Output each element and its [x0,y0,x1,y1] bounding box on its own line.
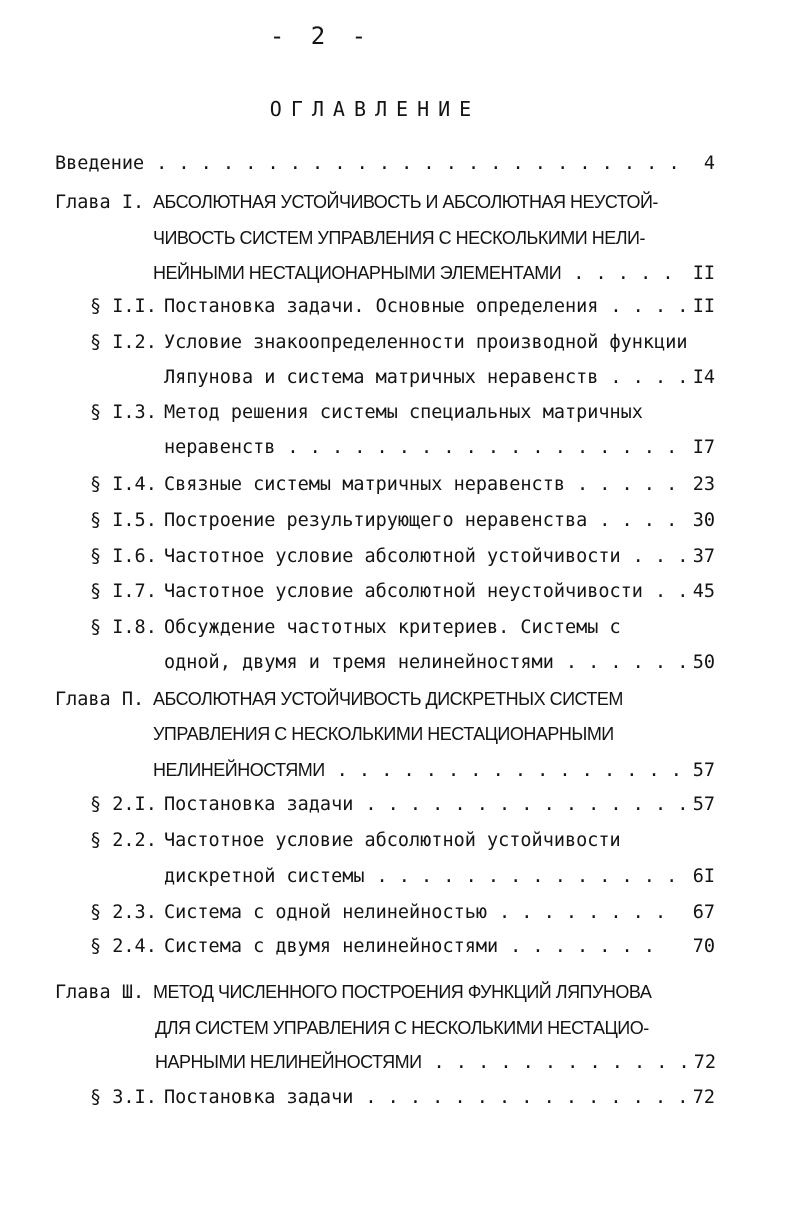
section-number: § I.I. [90,296,157,317]
toc-page-number: 72 [693,1052,716,1073]
toc-section-1-5 [90,506,715,536]
section-title: Постановка задачи [164,1087,354,1108]
toc-section-1-4 [90,470,715,500]
section-number: § 2.I. [90,794,157,815]
toc-page-number: 4 [703,153,715,174]
toc-section-2-1 [90,790,715,820]
section-number: § I.7. [90,581,157,602]
toc-section-2-4 [90,932,715,962]
chapter-prefix: Глава П. [55,689,145,710]
toc-section-3-1 [90,1083,715,1113]
chapter-title-line: ЧИВОСТЬ СИСТЕМ УПРАВЛЕНИЯ С НЕСКОЛЬКИМИ НЕЛИ- [153,228,645,248]
toc-section-1-2-line2 [164,363,715,393]
toc-leader-dots: . . . . . . . . [499,902,667,923]
section-title: Система с двумя нелинейностями [164,936,499,957]
toc-page-number: 67 [692,902,715,923]
section-number: § I.2. [90,332,157,353]
section-title: Постановка задачи [164,794,354,815]
section-title-line: Обсуждение частотных критериев. Системы с [164,617,621,638]
toc-leader-dots: . . . . [599,510,678,531]
toc-chapter-2-line1 [55,684,715,714]
toc-page-number: 70 [692,936,715,957]
chapter-title-line: ДЛЯ СИСТЕМ УПРАВЛЕНИЯ С НЕСКОЛЬКИМИ НЕСТАЦИО- [155,1018,649,1038]
toc-leader-dots: . . . [632,546,689,567]
toc-page-number: 23 [692,474,715,495]
section-title: Частотное условие абсолютной устойчивости [164,546,621,567]
chapter-title-line: НАРНЫМИ НЕЛИНЕЙНОСТЯМИ [155,1052,422,1072]
section-number: § 2.3. [90,902,157,923]
toc-leader-dots: . . . . . . . . . . . . . . [376,866,678,887]
section-title: Система с одной нелинейностью [164,902,488,923]
toc-chapter-1-line3 [153,258,715,288]
toc-section-1-2-line1 [90,328,715,358]
toc-leader-dots: . . . . . . . . . . . . . . . . [336,760,682,781]
toc-chapter-1-line1 [55,187,715,217]
section-number: § 2.2. [90,830,157,851]
toc-entry-intro [55,149,715,179]
toc-entry-text: Введение [55,153,145,174]
toc-chapter-2-line3 [153,755,715,785]
toc-chapter-3-line3 [155,1047,715,1077]
toc-chapter-2-line2 [153,719,715,749]
toc-leader-dots: . . . . . . . . . . . . . . . . . . [287,437,678,458]
chapter-prefix: Глава I. [55,192,145,213]
chapter-title-line: НЕЛИНЕЙНОСТЯМИ [153,760,325,780]
section-title-line: Частотное условие абсолютной устойчивости [164,830,621,851]
section-title: Связные системы матричных неравенств [164,474,565,495]
chapter-title-line: АБСОЛЮТНАЯ УСТОЙЧИВОСТЬ И АБСОЛЮТНАЯ НЕУСТОЙ- [153,192,658,212]
toc-chapter-3-line1 [55,977,715,1007]
toc-section-2-3 [90,898,715,928]
chapter-title-line: АБСОЛЮТНАЯ УСТОЙЧИВОСТЬ ДИСКРЕТНЫХ СИСТЕМ [153,689,623,709]
toc-leader-dots: . . . . . [573,263,674,284]
section-title-line: дискретной системы [164,866,365,887]
page-title: ОГЛАВЛЕНИЕ [269,97,481,121]
toc-page-number: 37 [692,546,715,567]
section-number: § 2.4. [90,936,157,957]
chapter-title-line: УПРАВЛЕНИЯ С НЕСКОЛЬКИМИ НЕСТАЦИОНАРНЫМИ [153,724,614,744]
section-title-line: неравенств [164,437,276,458]
section-number: § 3.I. [90,1087,157,1108]
toc-leader-dots: . . . . . . . . . . . . . . . [365,794,689,815]
section-number: § I.3. [90,402,157,423]
toc-page-number: I7 [692,437,715,458]
toc-section-2-2-line1 [90,826,715,856]
toc-leader-dots: . . . . . . . . . . . . . . . . . . . . . . . . [156,153,680,174]
chapter-prefix: Глава Ш. [55,982,145,1003]
toc-leader-dots: . . . . . . [565,652,689,673]
toc-page-number: 30 [692,510,715,531]
toc-section-1-1 [90,292,715,322]
section-number: § I.5. [90,510,157,531]
toc-page-number: 72 [692,1087,715,1108]
section-title-line: одной, двумя и тремя нелинейностями [164,652,554,673]
section-number: § I.6. [90,546,157,567]
toc-page-number: 57 [692,760,715,781]
toc-leader-dots: . . . . . . . . . . . . . . . [365,1087,689,1108]
section-number: § I.4. [90,474,157,495]
chapter-title-line: НЕЙНЫМИ НЕСТАЦИОНАРНЫМИ ЭЛЕМЕНТАМИ [153,263,562,283]
toc-page-number: II [692,296,715,317]
section-title: Построение результирующего неравенства [164,510,588,531]
toc-page-number: I4 [692,367,715,388]
toc-leader-dots: . . . . [610,367,689,388]
toc-chapter-1-line2 [153,223,715,253]
toc-section-1-3-line1 [90,398,715,428]
section-title: Постановка задачи. Основные определения [164,296,599,317]
section-number: § I.8. [90,617,157,638]
section-title-line: Условие знакоопределенности производной функции [164,332,688,353]
section-title-line: Метод решения системы специальных матричных [164,402,643,423]
toc-page-number: 50 [692,652,715,673]
section-title-line: Ляпунова и система матричных неравенств [164,367,599,388]
toc-page-number: II [692,263,715,284]
toc-section-1-7 [90,577,715,607]
toc-section-1-3-line2 [164,433,715,463]
toc-section-1-8-line2 [164,648,715,678]
toc-page-number: 6I [692,866,715,887]
toc-leader-dots: . . [654,581,689,602]
toc-leader-dots: . . . . . [576,474,678,495]
section-title: Частотное условие абсолютной неустойчивости [164,581,643,602]
toc-leader-dots: . . . . . . . [510,936,655,957]
toc-section-1-6 [90,542,715,572]
toc-leader-dots: . . . . . . . . . . . . [433,1052,690,1073]
chapter-title-line: МЕТОД ЧИСЛЕННОГО ПОСТРОЕНИЯ ФУНКЦИЙ ЛЯПУНОВА [153,982,652,1002]
toc-leader-dots: . . . . [610,296,689,317]
toc-section-1-8-line1 [90,613,715,643]
toc-chapter-3-line2 [155,1013,715,1043]
page-number: - 2 - [269,22,373,50]
toc-section-2-2-line2 [164,862,715,892]
toc-page-number: 45 [692,581,715,602]
toc-page-number: 57 [692,794,715,815]
